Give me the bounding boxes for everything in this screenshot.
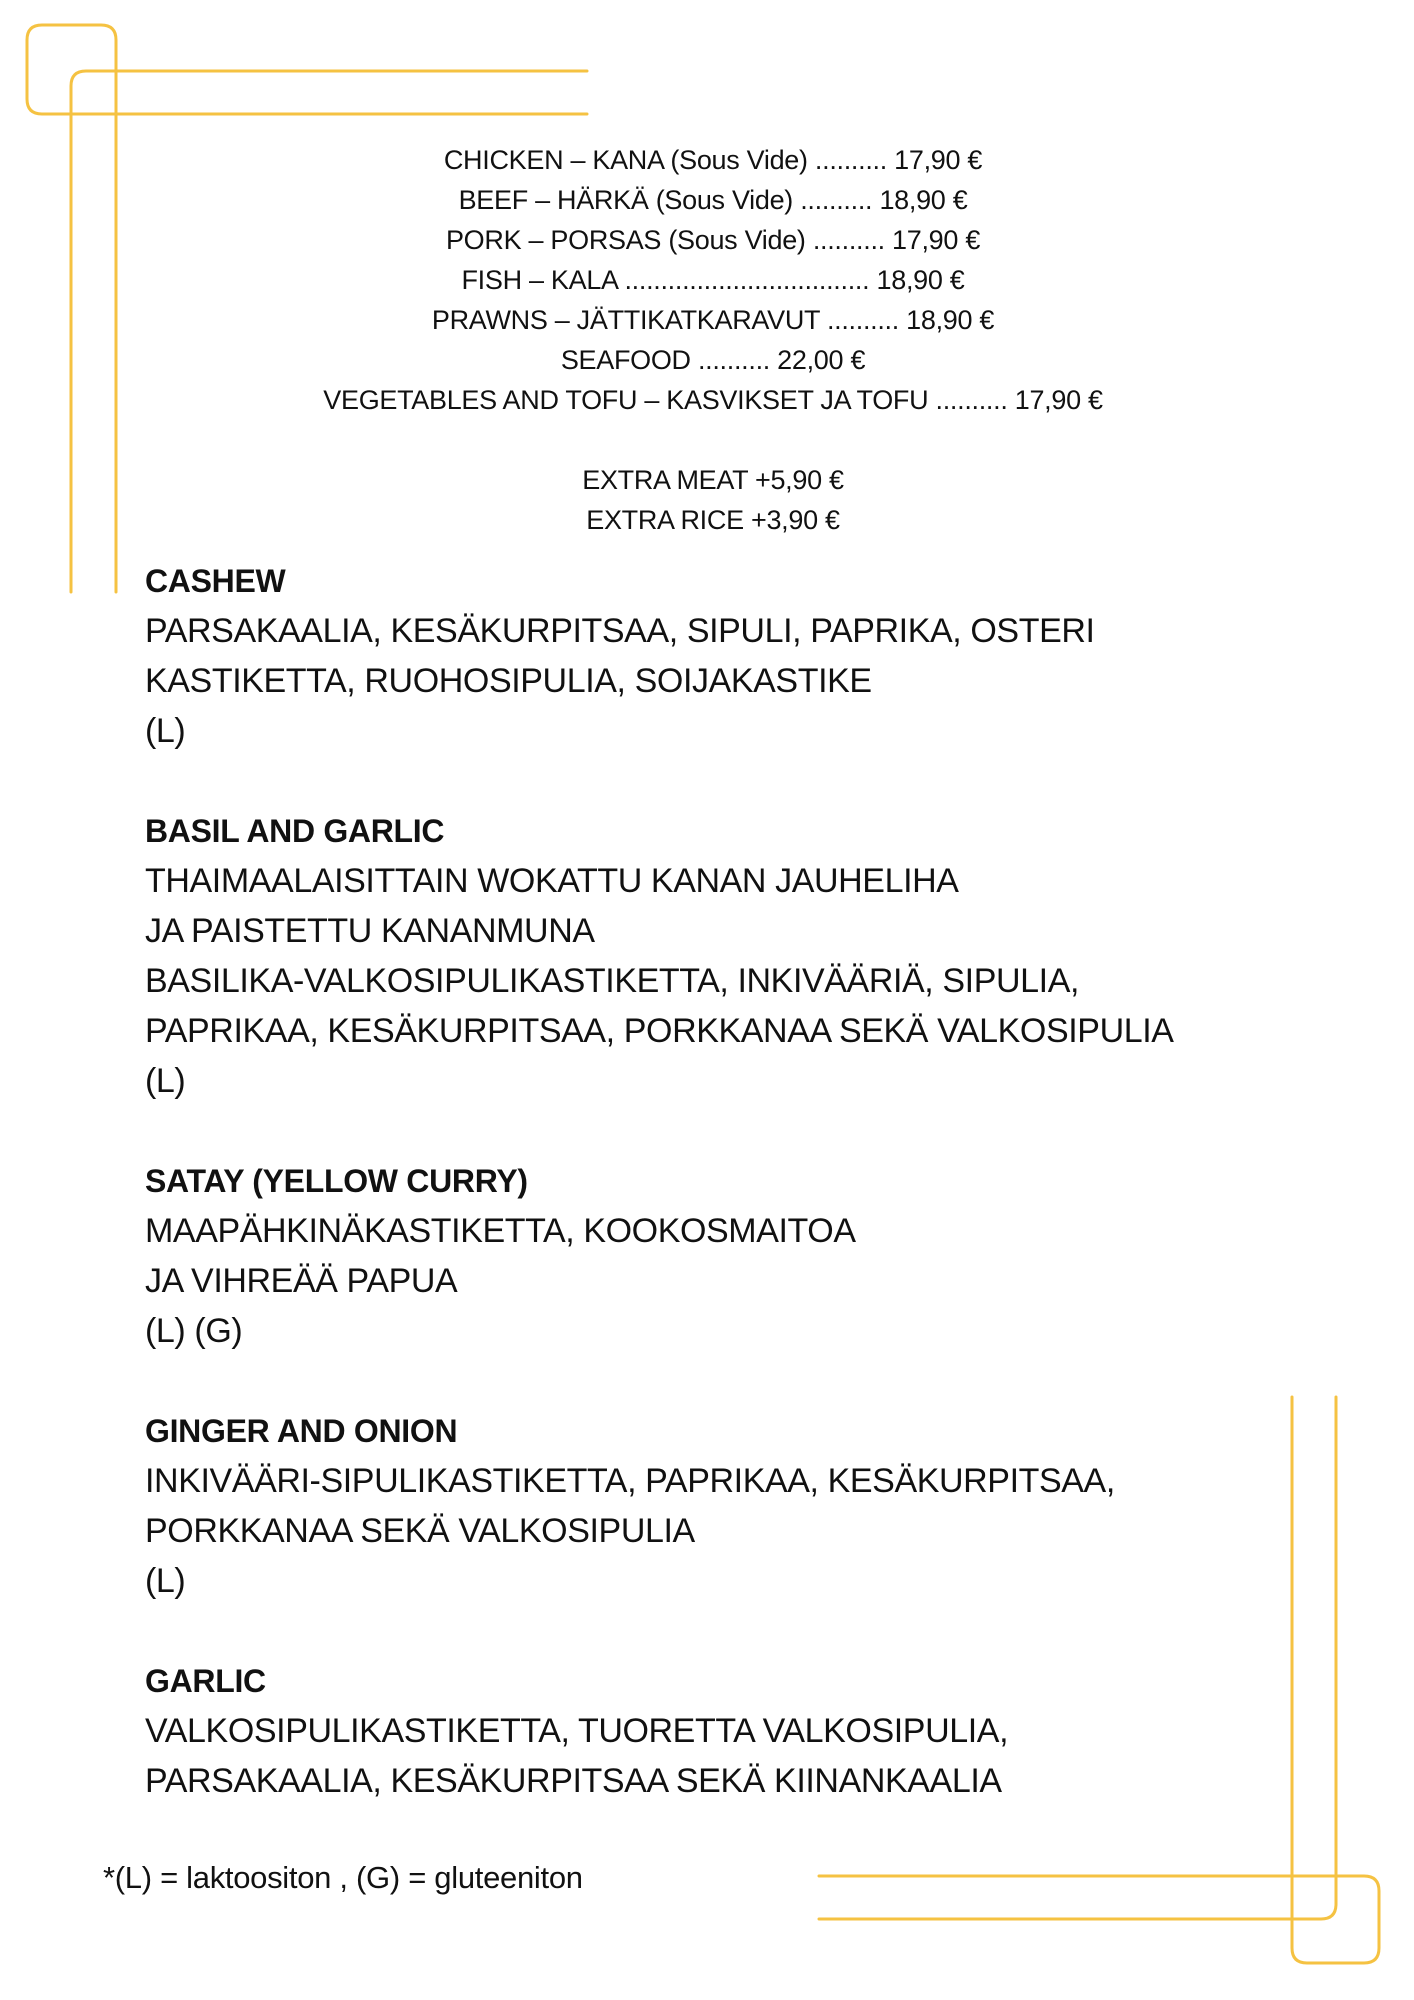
dish-description-line: JA PAISTETTU KANANMUNA xyxy=(145,912,595,950)
price-item-leader: .......... xyxy=(812,225,885,255)
price-item-leader: .......... xyxy=(800,185,873,215)
price-item-protein: PORK – PORSAS (Sous Vide) xyxy=(445,225,806,255)
dish-description-line: PORKKANAA SEKÄ VALKOSIPULIA xyxy=(145,1512,695,1550)
dish-garlic xyxy=(145,1656,1295,1806)
dish-description-line: THAIMAALAISITTAIN WOKATTU KANAN JAUHELIHA xyxy=(145,862,959,900)
price-item xyxy=(0,220,1414,260)
extra-item-label: EXTRA MEAT xyxy=(582,465,748,495)
dish-description-line: MAAPÄHKINÄKASTIKETTA, KOOKOSMAITOA xyxy=(145,1212,856,1250)
price-item-price: 18,90 € xyxy=(906,305,995,335)
dish-name: BASIL AND GARLIC xyxy=(145,813,445,849)
dish-diet-tags: (L) (G) xyxy=(145,1312,243,1350)
price-item-leader: .......... xyxy=(826,305,899,335)
price-item-protein: VEGETABLES AND TOFU – KASVIKSET JA TOFU xyxy=(323,385,929,415)
dish-description-line: PAPRIKAA, KESÄKURPITSAA, PORKKANAA SEKÄ VALKOSIPULIA xyxy=(145,1012,1174,1050)
dish-description-line: PARSAKAALIA, KESÄKURPITSAA SEKÄ KIINANKAALIA xyxy=(145,1762,1002,1800)
price-item-leader: .......... xyxy=(935,385,1008,415)
dish-basil-and-garlic xyxy=(145,806,1295,1106)
price-item xyxy=(0,140,1414,180)
price-item-leader: .......... xyxy=(697,345,770,375)
price-item-protein: FISH – KALA xyxy=(461,265,618,295)
diet-legend-footnote: *(L) = laktoositon , (G) = gluteeniton xyxy=(103,1860,583,1895)
extra-item xyxy=(0,500,1414,540)
dish-diet-tags: (L) xyxy=(145,1562,186,1600)
dish-diet-tags: (L) xyxy=(145,1062,186,1100)
price-item-price: 22,00 € xyxy=(777,345,866,375)
price-item xyxy=(0,260,1414,300)
price-item xyxy=(0,180,1414,220)
dish-diet-tags: (L) xyxy=(145,712,186,750)
dish-name: GINGER AND ONION xyxy=(145,1413,458,1449)
price-item-price: 18,90 € xyxy=(879,185,968,215)
price-item-protein: BEEF – HÄRKÄ (Sous Vide) xyxy=(458,185,794,215)
extra-item xyxy=(0,460,1414,500)
price-item-protein: SEAFOOD xyxy=(560,345,691,375)
dish-cashew xyxy=(145,556,1295,756)
price-item-leader: .......... xyxy=(814,145,887,175)
price-item-protein: CHICKEN – KANA (Sous Vide) xyxy=(443,145,808,175)
dish-description-line: KASTIKETTA, RUOHOSIPULIA, SOIJAKASTIKE xyxy=(145,662,872,700)
price-item xyxy=(0,300,1414,340)
price-item-leader: .................................. xyxy=(624,265,870,295)
extra-item-price: +3,90 € xyxy=(751,505,840,535)
extra-item-label: EXTRA RICE xyxy=(586,505,744,535)
price-item-price: 18,90 € xyxy=(876,265,965,295)
dish-satay xyxy=(145,1156,1295,1356)
price-item-price: 17,90 € xyxy=(894,145,983,175)
price-item xyxy=(0,380,1414,420)
protein-price-list xyxy=(0,140,1414,420)
dish-description-line: BASILIKA-VALKOSIPULIKASTIKETTA, INKIVÄÄRIÄ, SIPULIA, xyxy=(145,962,1080,1000)
dish-description-line: VALKOSIPULIKASTIKETTA, TUORETTA VALKOSIPULIA, xyxy=(145,1712,1009,1750)
extra-item-price: +5,90 € xyxy=(755,465,844,495)
dish-ginger-and-onion xyxy=(145,1406,1295,1606)
dish-description-line: JA VIHREÄÄ PAPUA xyxy=(145,1262,458,1300)
price-item-price: 17,90 € xyxy=(892,225,981,255)
price-item xyxy=(0,340,1414,380)
dish-name: SATAY (YELLOW CURRY) xyxy=(145,1163,528,1199)
dish-name: CASHEW xyxy=(145,563,286,599)
price-item-protein: PRAWNS – JÄTTIKATKARAVUT xyxy=(431,305,820,335)
dish-description-line: INKIVÄÄRI-SIPULIKASTIKETTA, PAPRIKAA, KESÄKURPITSAA, xyxy=(145,1462,1115,1500)
dish-list xyxy=(145,556,1295,1856)
extras-list xyxy=(0,460,1414,540)
dish-name: GARLIC xyxy=(145,1663,266,1699)
dish-description-line: PARSAKAALIA, KESÄKURPITSAA, SIPULI, PAPRIKA, OSTERI xyxy=(145,612,1095,650)
price-item-price: 17,90 € xyxy=(1014,385,1103,415)
